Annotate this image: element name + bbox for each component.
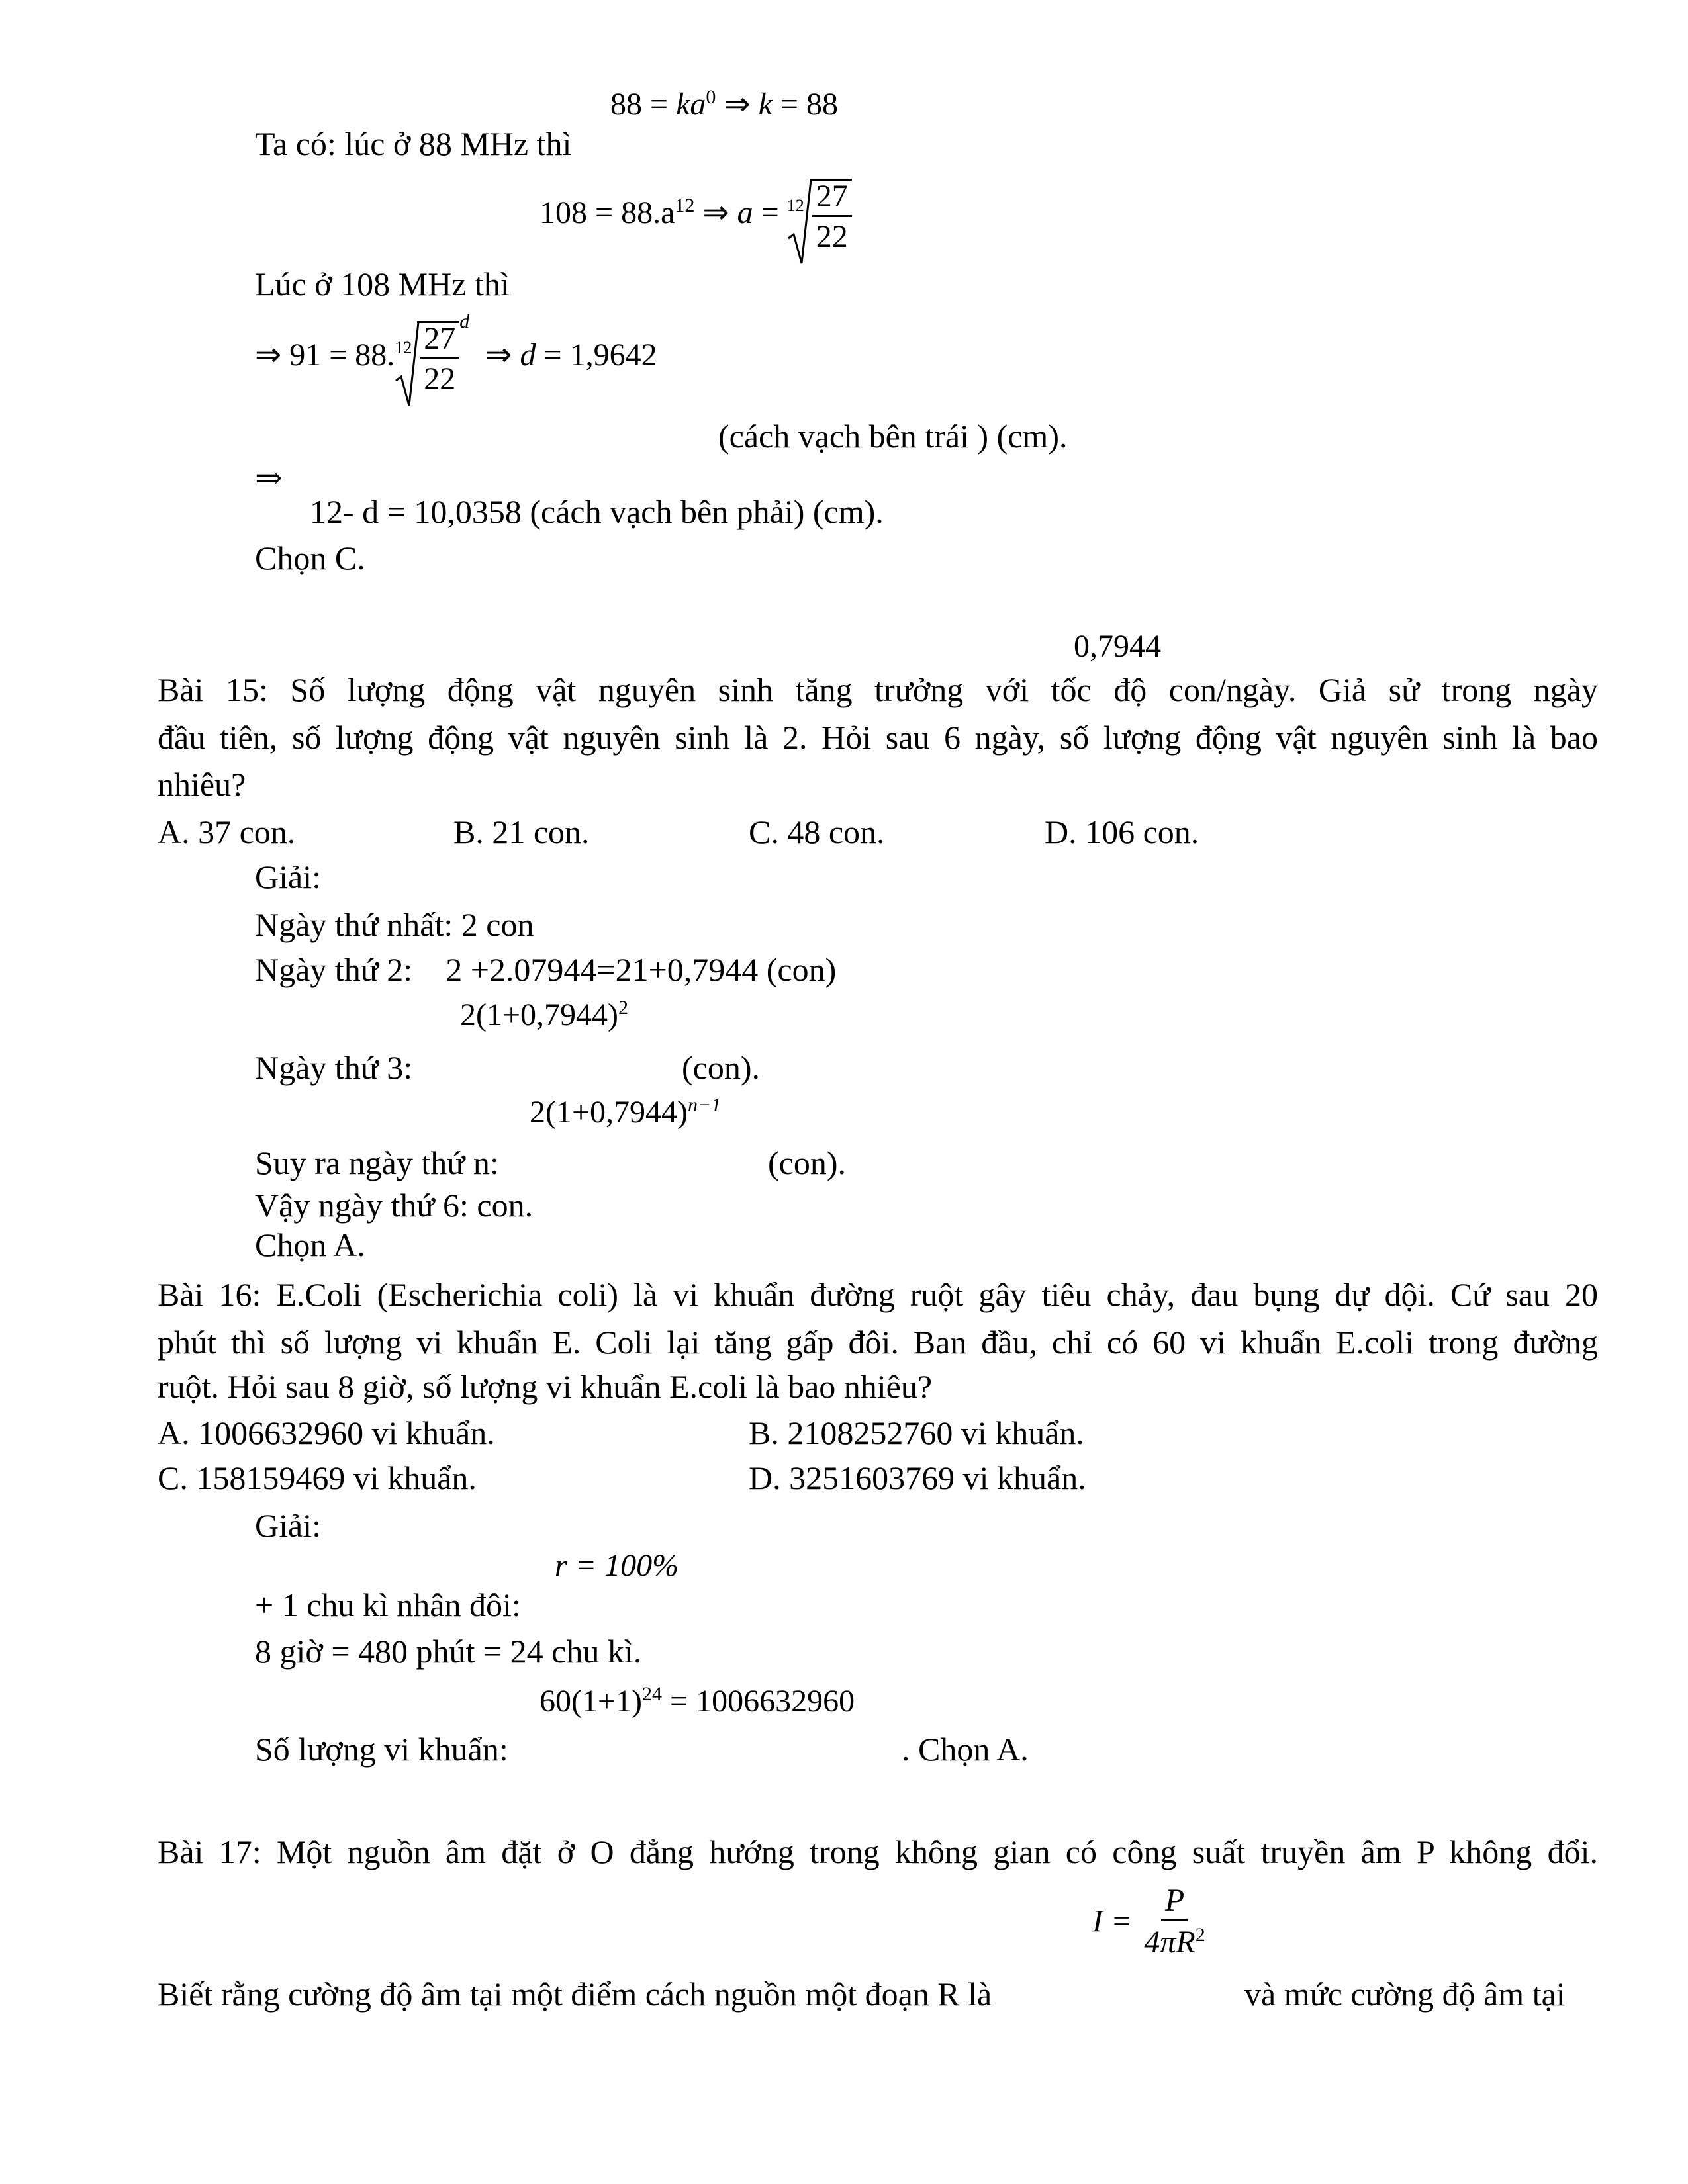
option-d: D. 106 con. (1045, 813, 1199, 850)
solution-line: Ngày thứ 3: (255, 1049, 413, 1086)
option-d: D. 3251603769 vi khuẩn. (749, 1459, 1086, 1496)
problem-text: Bài 15: Số lượng động vật nguyên sinh tăng trưởng với tốc độ con/ngày. Giả sử trong ngày đầu tiên, số lượng động vật nguyên sinh là 2. Hỏi sau 6 ngày, số lượng động vật nguyên sinh là bao (158, 671, 1598, 756)
unit-label: (con). (768, 1144, 846, 1181)
solution-line: Ngày thứ 2: 2 +2.07944=21+0,7944 (con) (255, 951, 837, 988)
unit-label: (con). (682, 1049, 760, 1086)
text-line: Lúc ở 108 MHz thì (255, 265, 510, 302)
solution-label: Giải: (255, 1507, 321, 1544)
option-a: A. 37 con. (158, 813, 296, 850)
problem-text: Biết rằng cường độ âm tại một điểm cách nguồn một đoạn R là (158, 1976, 992, 2013)
equation-d: ⇒ 91 = 88. 12 $\frac{27}{22}$ $^d$ ⇒ d = 1,9642 (255, 321, 657, 395)
problem-text: Bài 17: Một nguồn âm đặt ở O đẳng hướng trong không gian có công suất truyền âm P không đổi. (158, 1833, 1598, 1870)
problem-text: Bài 16: E.Coli (Escherichia coli) là vi khuẩn đường ruột gây tiêu chảy, đau bụng dự dội. Cứ sau 20 phút thì số lượng vi khuẩn E. Coli lại tăng gấp đôi. Ban đầu, chỉ có 60 vi khuẩn E.coli trong đường (158, 1276, 1598, 1361)
option-b: B. 21 con. (453, 813, 590, 850)
problem-text: và mức cường độ âm tại (1244, 1976, 1566, 2013)
equation-k: $88 = ka^0$ ⇒ k = 88 (610, 86, 838, 122)
option-a: A. 1006632960 vi khuẩn. (158, 1414, 495, 1451)
problem-text: nhiêu? (158, 766, 246, 803)
option-c: C. 48 con. (749, 813, 885, 850)
choose-answer: Chọn A. (255, 1226, 365, 1263)
solution-line: 8 giờ = 480 phút = 24 chu kì. (255, 1633, 642, 1670)
formula: $2(1+0,7944)^2$ (460, 997, 629, 1032)
choose-answer: Chọn C. (255, 539, 365, 576)
intensity-formula: I = $\frac{P}{4\pi R^2}$ (1092, 1883, 1205, 1960)
formula: $2(1+0,7944)^{n-1}$ (530, 1094, 722, 1130)
option-b: B. 2108252760 vi khuẩn. (749, 1414, 1084, 1451)
radical-sign: 12 $\frac{27}{22}$ (787, 179, 852, 253)
left-note: (cách vạch bên trái ) (cm). (718, 418, 1068, 455)
solution-line: + 1 chu kì nhân đôi: (255, 1586, 521, 1623)
solution-line: Suy ra ngày thứ n: (255, 1144, 499, 1181)
radical-sign: 12 $\frac{27}{22}$ (395, 321, 459, 395)
formula: r = 100% (555, 1548, 679, 1583)
solution-line: Vậy ngày thứ 6: con. (255, 1187, 534, 1224)
formula: $60(1+1)^{24} = 1006632960$ (539, 1683, 855, 1719)
arrow: ⇒ (255, 459, 283, 496)
equation-a: $108 = 88.a^{12}$ ⇒ a = 12 $\frac{27}{22}$ (539, 179, 852, 253)
choose-answer: . Chọn A. (902, 1731, 1029, 1768)
rate-value: 0,7944 (1074, 629, 1161, 664)
solution-line: Ngày thứ nhất: 2 con (255, 906, 534, 943)
option-c: C. 158159469 vi khuẩn. (158, 1459, 477, 1496)
solution-line: Số lượng vi khuẩn: (255, 1731, 508, 1768)
right-note: 12- d = 10,0358 (cách vạch bên phải) (cm). (310, 493, 884, 530)
solution-label: Giải: (255, 858, 321, 895)
text-line: Ta có: lúc ở 88 MHz thì (255, 125, 572, 162)
problem-text: ruột. Hỏi sau 8 giờ, số lượng vi khuẩn E.coli là bao nhiêu? (158, 1368, 933, 1405)
